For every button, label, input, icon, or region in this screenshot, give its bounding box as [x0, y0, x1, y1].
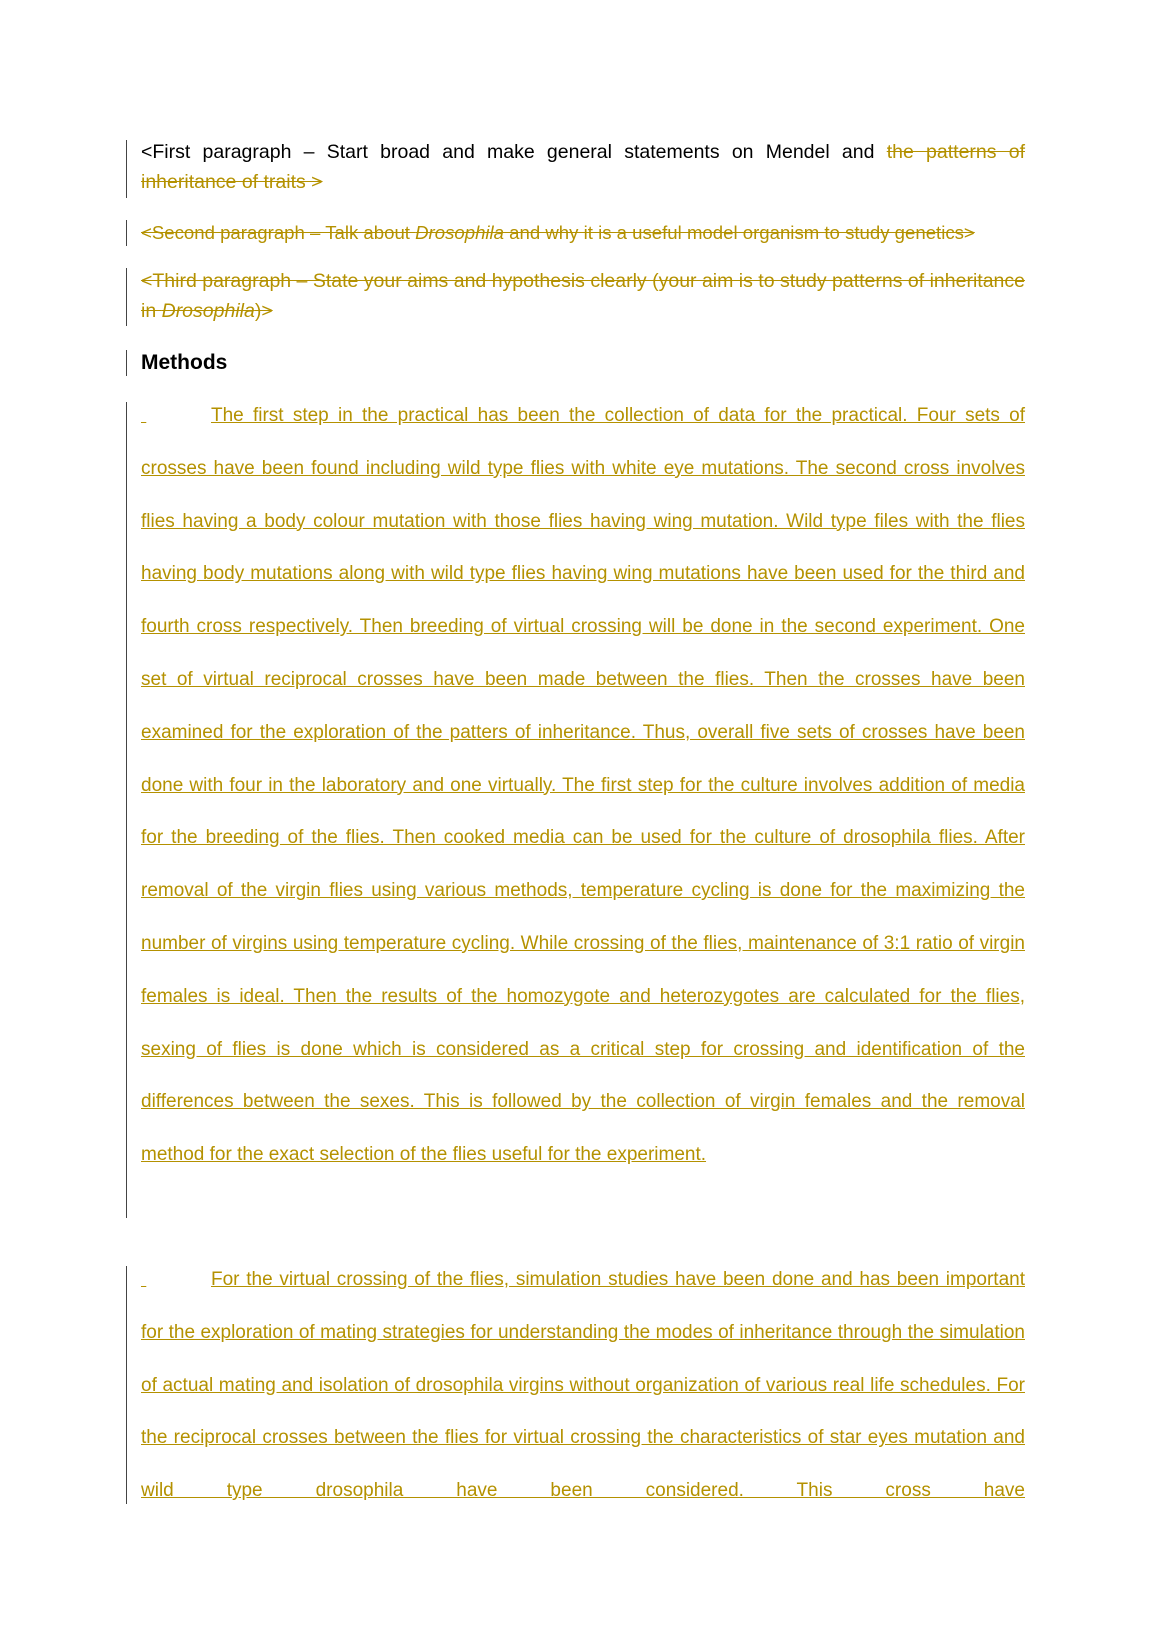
deleted-text: and why it is a useful model organism to study genetics>: [504, 222, 975, 243]
deleted-text: the patterns of inheritance of traits >: [141, 141, 1025, 193]
deleted-text: <Third paragraph – State your aims and hypothesis clearly (your aim is to study patterns of inheritance in: [141, 270, 1025, 322]
change-bar: [126, 268, 127, 326]
change-bar: [126, 140, 127, 198]
deleted-text: <Second paragraph – Talk about: [141, 222, 416, 243]
methods-heading-block: [141, 348, 1025, 378]
second-paragraph-placeholder: [141, 218, 1025, 248]
change-bar: [126, 350, 127, 376]
change-bar: [126, 220, 127, 246]
first-paragraph-placeholder: [141, 137, 1025, 197]
first-paragraph-text: <First paragraph – Start broad and make general statements on Mendel and: [141, 141, 887, 163]
inserted-text: The first step in the practical has been the collection of data for the practical. Four sets of crosses have been found including wild type flies with white eye mutations. The second cross involves flies having a body colour mutation with those flies having wing mutation. Wild type files with the flies having body mutations along with wild type flies having wing mutations have been used for the third and fourth cross respectively. Then breeding of virtual crossing will be done in the second experiment. One set of virtual reciprocal crosses have been made between the flies. Then the crosses have been examined for the exploration of the patters of inheritance. Thus, overall five sets of crosses have been done with four in the laboratory and one virtually. The first step for the culture involves addition of media for the breeding of the flies. Then cooked media can be used for the culture of drosophila flies. After removal of the virgin flies using various methods, temperature cycling is done for the maximizing the number of virgins using temperature cycling. While crossing of the flies, maintenance of 3:1 ratio of virgin females is ideal. Then the results of the homozygote and heterozygotes are calculated for the flies, sexing of flies is done which is considered as a critical step for crossing and identification of the differences between the sexes. This is followed by the collection of virgin females and the removal method for the exact selection of the flies useful for the experiment.: [141, 405, 1025, 1166]
change-bar: [126, 402, 127, 1218]
deleted-italic-text: Drosophila: [415, 222, 505, 243]
deleted-italic-text: Drosophila: [161, 300, 255, 322]
deleted-text: )>: [254, 300, 273, 322]
inserted-text: For the virtual crossing of the flies, simulation studies have been done and has been important for the exploration of mating strategies for understanding the modes of inheritance through the simulation of actual mating and isolation of drosophila virgins without organization of various real life schedules. For the reciprocal crosses between the flies for virtual crossing the characteristics of star eyes mutation and wild type drosophila have been considered. This cross have: [141, 1269, 1025, 1502]
change-bar: [126, 1266, 127, 1504]
third-paragraph-placeholder: [141, 266, 1025, 326]
methods-paragraph-1: [141, 390, 1025, 1182]
methods-heading: Methods: [141, 351, 228, 374]
methods-paragraph-2: [141, 1254, 1025, 1518]
